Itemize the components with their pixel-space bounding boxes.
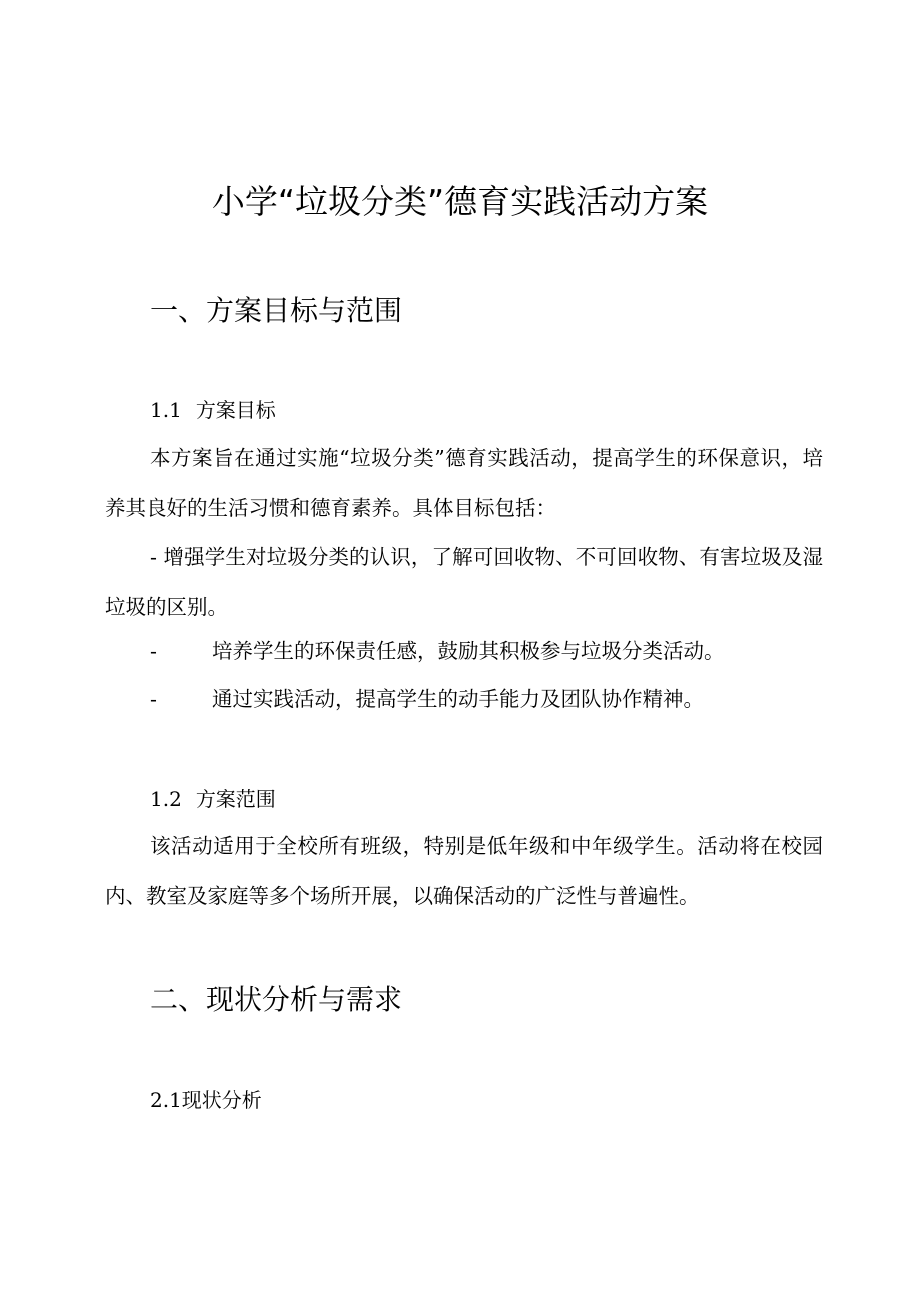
subsection-heading-2-1: 2.1现状分析	[150, 1088, 262, 1112]
goal-item-1: - 增强学生对垃圾分类的认识，了解可回收物、不可回收物、有害垃圾及湿垃圾的区别。	[105, 545, 823, 619]
scope-paragraph: 该活动适用于全校所有班级，特别是低年级和中年级学生。活动将在校园内、教室及家庭等多个场所开展，以确保活动的广泛性与普遍性。	[105, 834, 823, 908]
goal-item-3	[150, 684, 704, 714]
goal-item-3-text: 通过实践活动，提高学生的动手能力及团队协作精神。	[212, 687, 704, 711]
list-dash: -	[150, 639, 157, 663]
goal-intro-paragraph: 本方案旨在通过实施“垃圾分类”德育实践活动，提高学生的环保意识，培养其良好的生活习惯和德育素养。具体目标包括：	[105, 446, 823, 520]
subsection-title: 方案范围	[195, 787, 276, 811]
section-heading-2: 二、现状分析与需求	[150, 983, 403, 1016]
goal-item-2-text: 培养学生的环保责任感，鼓励其积极参与垃圾分类活动。	[212, 639, 725, 663]
subsection-heading-1-2	[150, 784, 276, 814]
subsection-number: 1.2	[150, 787, 182, 811]
subsection-heading-1-1	[150, 395, 276, 425]
list-dash: -	[150, 687, 157, 711]
goal-item-2	[150, 636, 725, 666]
section-heading-1: 一、方案目标与范围	[150, 294, 403, 327]
document-title: 小学“垃圾分类”德育实践活动方案	[211, 182, 709, 221]
subsection-title: 方案目标	[195, 398, 276, 422]
subsection-number: 1.1	[150, 398, 182, 422]
